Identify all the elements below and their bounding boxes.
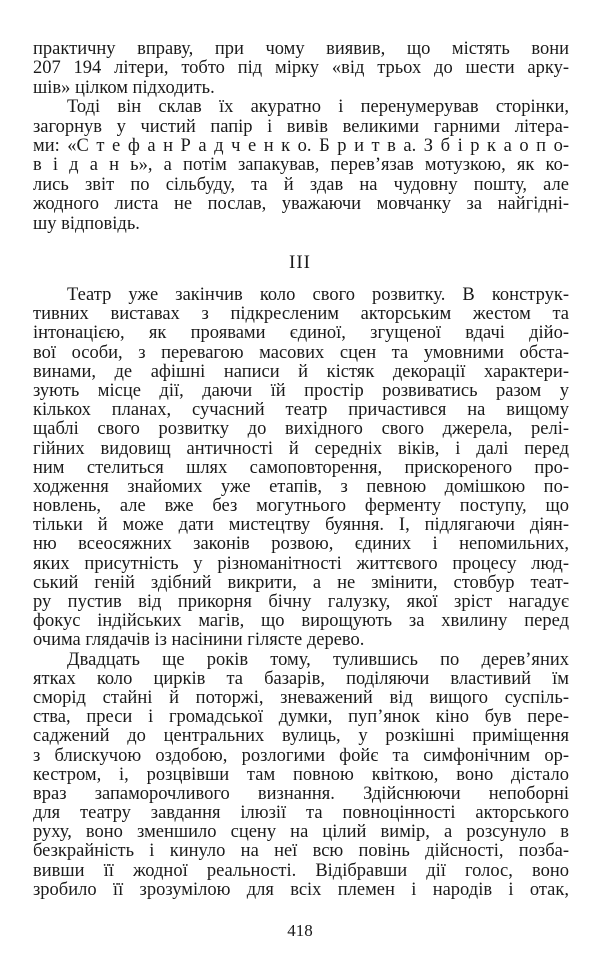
paragraph [33,98,569,234]
text-line: ним стелиться шлях самоповторення, прискореного про- [33,458,569,478]
text-line: інтонацією, як проявами єдиної, згущеної вдачі дійо- [33,324,569,344]
text-line: Двадцать ще років тому, тулившись по дерев’яних [67,650,569,670]
text-line: ню всеосяжних законів розвою, єдиних і непомильних, [33,535,569,555]
text-line: новлень, але вже без могутнього ферменту поступу, що [33,497,569,517]
text-line: кестром, і, розцвівши там повною квіткою, воно дістало [33,765,569,785]
paragraph [33,651,569,900]
text-line: ми: «С т е ф а н Р а д ч е н к о. Б р и т в а. З б і р к а о п о- [33,136,569,156]
text-line: лись звіт по сільбуду, та й здав на чудовну пошту, але [33,175,569,195]
text-line: жодного листа не послав, уважаючи мовчанку за найгідні- [33,195,569,215]
text-line: ства, преси і громадської думки, пуп’янок кіно був пере- [33,708,569,728]
text-line: очима глядачів із насінини гілясте дерево. [33,631,365,651]
text-line: Тоді він склав їх акуратно і перенумерував сторінки, [67,98,569,118]
text-line: враз запаморочливого визнання. Здійснюючи непоборні [33,784,569,804]
text-line: зробило її зрозумілою для всіх племен і народів і отак, [33,880,569,900]
text-line: безкрайність і кинуло на неї всю повінь дійсності, позба- [33,842,569,862]
text-line: кількох планах, сучасний театр причастився на вищому [33,401,569,421]
text-line: тивних виставах з підкресленим акторським жестом та [33,305,569,325]
text-line: Театр уже закінчив коло свого розвитку. В конструк- [67,286,569,305]
text-line: сморід стайні й поторжі, зневажений від вищого суспіль- [33,688,569,708]
text-line: зують місце дії, даючи їй простір розвиватись разом у [33,381,569,401]
text-line: руху, воно зменшило сцену на цілий вимір, а розсунуло в [33,823,569,843]
text-line: щаблі свого розвитку до вихідного свого джерела, релі- [33,420,569,440]
text-line: шу відповідь. [33,214,140,234]
section-heading: III [289,252,311,273]
page-number: 418 [287,921,313,940]
text-line: ходження знайомих уже етапів, з певною домішкою по- [33,477,569,497]
text-line: вивши її жодної реальності. Відібравши дії голос, воно [33,861,569,881]
text-line: ру пустив від прикорня бічну галузку, якої зріст нагадує [33,593,569,612]
paragraph [33,286,569,651]
text-line: ятках коло цирків та базарів, поділяючи властивий їм [33,669,569,689]
text-line: шів» цілком підходить. [33,78,215,98]
text-block-section [33,286,569,900]
text-line: 207 194 літери, тобто під мірку «від трьох до шести арку- [33,59,569,79]
paragraph [33,40,569,98]
text-line: практичну вправу, при чому виявив, що містять вони [33,40,569,59]
text-line: загорнув у чистий папір і вивів великими гарними літера- [33,117,569,137]
text-line: в і д а н ь», а потім запакував, перев’язав мотузкою, як ко- [33,156,569,176]
text-line: ський геній здібний викрити, а не змінити, стовбур теат- [33,573,569,593]
text-block-top [33,40,569,234]
text-line: фокус індійських магів, що вирощують за хвилину перед [33,612,569,632]
text-line: гійних видовищ античності й середніх віків, і далі перед [33,439,569,459]
text-line: для театру завдання ілюзії та повноцінності акторського [33,804,569,824]
text-line: з блискучою оздобою, розлогими фойє та симфонічним ор- [33,746,569,766]
text-line: саджений до центральних вулиць, у розкішні приміщення [33,727,569,747]
text-line: винами, де афішні написи й кістяк декорації характери- [33,362,569,382]
text-line: яких присутність у різноманітності життєвого процесу люд- [33,554,569,574]
text-line: тільки й може дати мистецтву буяння. І, підлягаючи діян- [33,516,569,536]
text-line: вої особи, з перевагою масових сцен та умовними обста- [33,343,569,363]
